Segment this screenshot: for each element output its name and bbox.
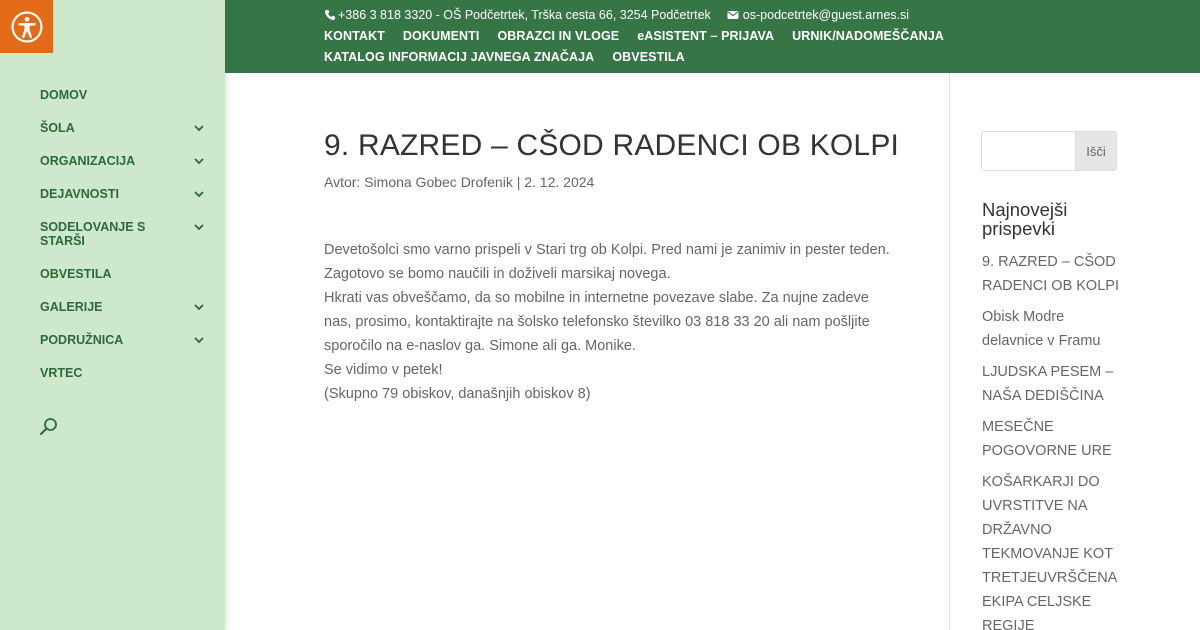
nav-item-label: GALERIJE [40,300,103,314]
top-header [225,0,1200,73]
recent-post-link[interactable]: 9. RAZRED – CŠOD RADENCI OB KOLPI [982,254,1119,294]
nav-item-label: PODRUŽNICA [40,333,124,347]
phone-address[interactable]: +386 3 818 3320 - OŠ Podčetrtek, Trška cesta 66, 3254 Podčetrtek [338,8,711,22]
nav-item-label: DOMOV [40,88,88,102]
recent-posts-title: Najnovejši prispevki [982,199,1068,239]
recent-post-link[interactable]: LJUDSKA PESEM – NAŠA DEDIŠČINA [982,364,1114,404]
widget-search-button[interactable]: Išči [1076,131,1117,171]
nav-item-label: OBVESTILA [40,267,112,281]
nav-item-label: SODELOVANJE S STARŠI [40,220,146,248]
chevron-down-icon[interactable] [193,188,205,200]
recent-post-link[interactable]: KOŠARKARJI DO UVRSTITVE NA DRŽAVNO TEKMOVANJE KOT TRETJEUVRŠČENA EKIPA CELJSKE REGIJE [982,474,1117,630]
top-menu-easistent[interactable]: eASISTENT – PRIJAVA [637,29,775,43]
phone-icon [324,9,336,21]
chevron-down-icon[interactable] [193,155,205,167]
top-menu-katalog[interactable]: KATALOG INFORMACIJ JAVNEGA ZNAČAJA [324,50,595,64]
nav-item-galerije[interactable] [40,300,205,314]
main-navigation [40,88,205,399]
recent-post-link[interactable]: Obisk Modre delavnice v Framu [982,309,1101,349]
post-line: Hkrati vas obveščamo, da so mobilne in internetne povezave slabe. Za nujne zadeve [324,290,869,306]
accessibility-button[interactable] [0,0,53,53]
post-meta: Avtor: Simona Gobec Drofenik | 2. 12. 2024 [324,174,595,190]
chevron-down-icon[interactable] [193,221,205,233]
top-menu-dokumenti[interactable]: DOKUMENTI [402,29,480,43]
nav-item-vrtec[interactable] [40,366,205,380]
sidebar-divider [949,73,950,630]
sidebar [0,0,225,630]
nav-item-label: ORGANIZACIJA [40,154,136,168]
nav-item-dejavnosti[interactable] [40,187,205,201]
email-text: os-podcetrtek@guest.arnes.si [742,8,910,22]
top-menu-urnik[interactable]: URNIK/NADOMEŠČANJA [792,29,944,43]
widget-search-input[interactable] [981,131,1076,171]
top-menu-kontakt[interactable]: KONTAKT [324,29,385,43]
nav-item-obvestila[interactable] [40,267,205,281]
top-menu-obvestila[interactable]: OBVESTILA [612,50,685,64]
email-link[interactable] [727,8,909,22]
nav-item-organizacija[interactable] [40,154,205,168]
post-line: Zagotovo se bomo naučili in doživeli marsikaj novega. [324,266,671,282]
top-menu-obrazci[interactable]: OBRAZCI IN VLOGE [497,29,620,43]
visit-counter: (Skupno 79 obiskov, današnjih obiskov 8) [324,386,591,402]
recent-posts-list [982,250,1122,630]
top-menu-row-1 [324,29,962,43]
nav-item-sodelovanje[interactable] [40,220,205,248]
search-icon[interactable] [39,417,59,437]
post-content [324,128,924,406]
top-menu-row-2 [324,50,703,64]
envelope-icon [727,9,739,21]
recent-post-link[interactable]: MESEČNE POGOVORNE URE [982,419,1112,459]
post-line: sporočilo na e-naslov ga. Simone ali ga. Monike. [324,338,636,354]
nav-item-label: DEJAVNOSTI [40,187,119,201]
post-line: Devetošolci smo varno prispeli v Stari trg ob Kolpi. Pred nami je zanimiv in pester teden. [324,242,890,258]
widget-search [981,131,1117,171]
chevron-down-icon[interactable] [193,334,205,346]
accessibility-icon [10,10,44,44]
recent-posts-widget [982,200,1122,630]
contact-info [324,8,909,22]
chevron-down-icon[interactable] [193,301,205,313]
post-body [324,238,924,406]
nav-item-label: VRTEC [40,366,83,380]
nav-item-sola[interactable] [40,121,205,135]
post-line: nas, prosimo, kontaktirajte na šolsko telefonsko številko 03 818 33 20 ali nam pošljite [324,314,870,330]
chevron-down-icon[interactable] [193,122,205,134]
post-line: Se vidimo v petek! [324,362,443,378]
post-title: 9. RAZRED – CŠOD RADENCI OB KOLPI [324,129,900,162]
nav-item-podruznica[interactable] [40,333,205,347]
nav-item-domov[interactable] [40,88,205,102]
nav-item-label: ŠOLA [40,121,75,135]
